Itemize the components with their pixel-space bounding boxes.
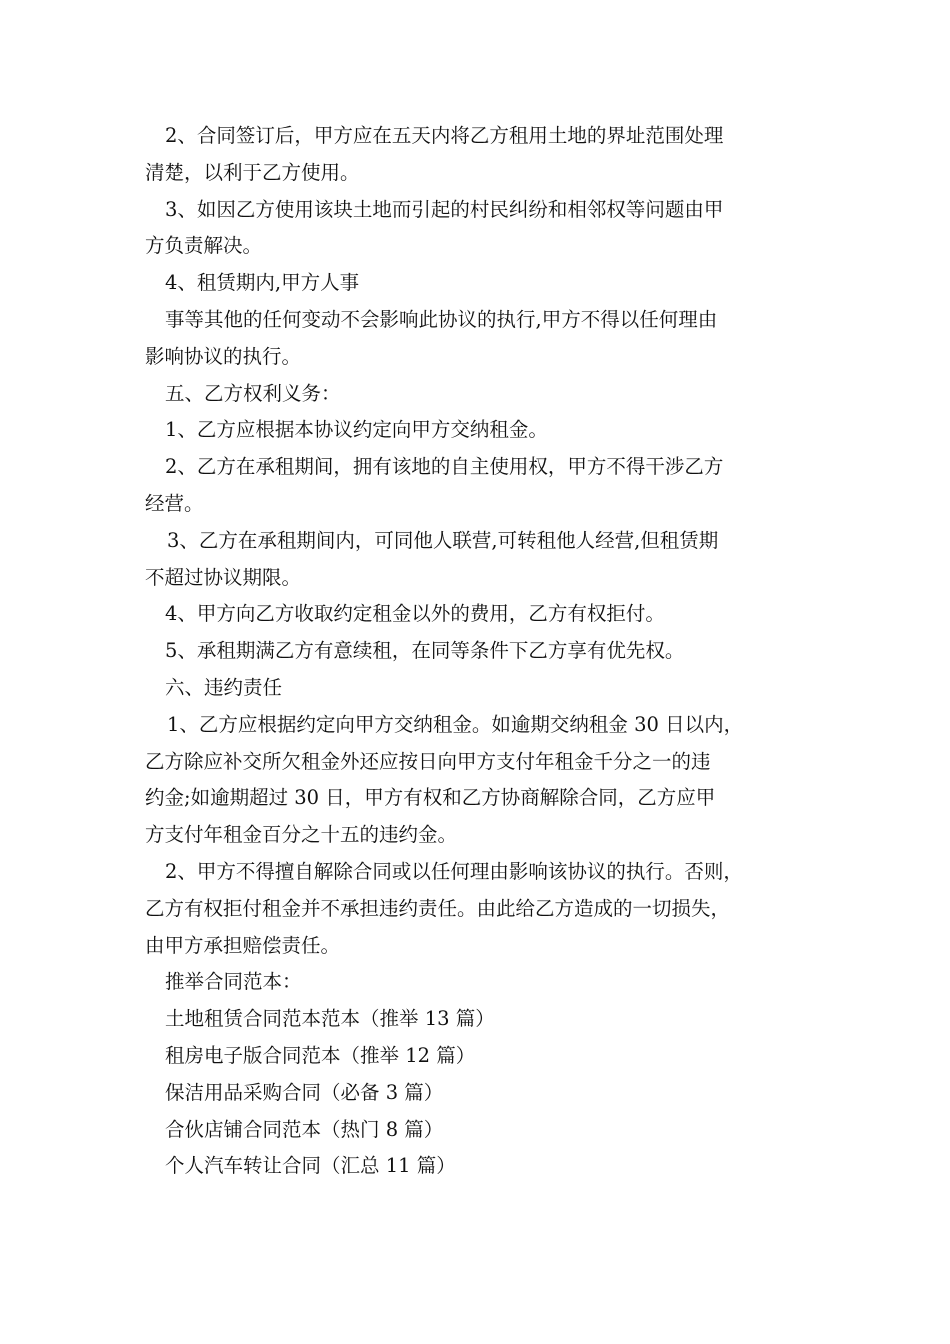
text-line: 4、租赁期内,甲方人事 [165,271,360,295]
text-line: 影响协议的执行。 [145,344,302,368]
text-line: 5、承租期满乙方有意续租，在同等条件下乙方享有优先权。 [165,639,685,663]
text-line: 1、乙方应根据本协议约定向甲方交纳租金。 [165,418,548,442]
text-line: 由甲方承担赔偿责任。 [145,933,341,957]
section-heading: 六、违约责任 [165,675,283,699]
section-5-item-5 [145,633,815,670]
clause-4-personnel [145,265,815,302]
text-line: 4、甲方向乙方收取约定租金以外的费用，乙方有权拒付。 [165,602,665,626]
text-line: 乙方有权拒付租金并不承担违约责任。由此给乙方造成的一切损失， [145,896,731,920]
text-line: 2、合同签订后，甲方应在五天内将乙方租用土地的界址范围处理 [165,124,724,147]
document-body [145,118,815,1185]
section-6-item-1 [145,707,815,854]
text-line: 事等其他的任何变动不会影响此协议的执行,甲方不得以任何理由 [165,307,718,331]
section-6-heading [145,670,815,707]
recommended-heading [145,964,815,1001]
section-5-item-2 [145,449,815,523]
section-5-item-3 [145,523,815,597]
text-line: 1、乙方应根据约定向甲方交纳租金。如逾期交纳租金 30 日以内， [167,712,744,736]
text-line: 不超过协议期限。 [145,565,302,589]
text-line: 方负责解决。 [145,234,263,258]
section-6-item-2 [145,854,815,964]
clause-2-boundary [145,118,815,192]
text-line: 2、甲方不得擅自解除合同或以任何理由影响该协议的执行。否则， [165,859,743,883]
clause-3-disputes [145,192,815,266]
text-line: 2、乙方在承租期间，拥有该地的自主使用权，甲方不得干涉乙方 [165,455,724,479]
recommended-list [145,1001,815,1185]
text-line: 约金;如逾期超过 30 日，甲方有权和乙方协商解除合同，乙方应甲 [145,786,716,810]
text-line: 3、如因乙方使用该块土地而引起的村民纠纷和相邻权等问题由甲 [165,197,724,221]
text-line: 清楚，以利于乙方使用。 [145,160,360,184]
text-line: 乙方除应补交所欠租金外还应按日向甲方支付年租金千分之一的违 [145,749,711,773]
clause-4-continued [145,302,815,376]
section-5-item-1 [145,412,815,449]
section-5-heading [145,376,815,413]
text-line: 3、乙方在承租期间内，可同他人联营,可转租他人经营,但租赁期 [167,528,719,552]
section-5-item-4 [145,596,815,633]
recommended-link[interactable]: 土地租赁合同范本范本（推举 13 篇） [165,1007,495,1031]
recommended-link[interactable]: 个人汽车转让合同（汇总 11 篇） [165,1154,456,1178]
text-line: 经营。 [145,491,204,515]
recommended-link[interactable]: 合伙店铺合同范本（热门 8 篇） [165,1117,444,1141]
section-heading: 五、乙方权利义务： [165,381,341,405]
recommended-link[interactable]: 租房电子版合同范本（推举 12 篇） [165,1043,476,1067]
recommended-link[interactable]: 保洁用品采购合同（必备 3 篇） [165,1080,444,1104]
section-heading: 推举合同范本： [165,970,302,994]
text-line: 方支付年租金百分之十五的违约金。 [145,823,458,847]
